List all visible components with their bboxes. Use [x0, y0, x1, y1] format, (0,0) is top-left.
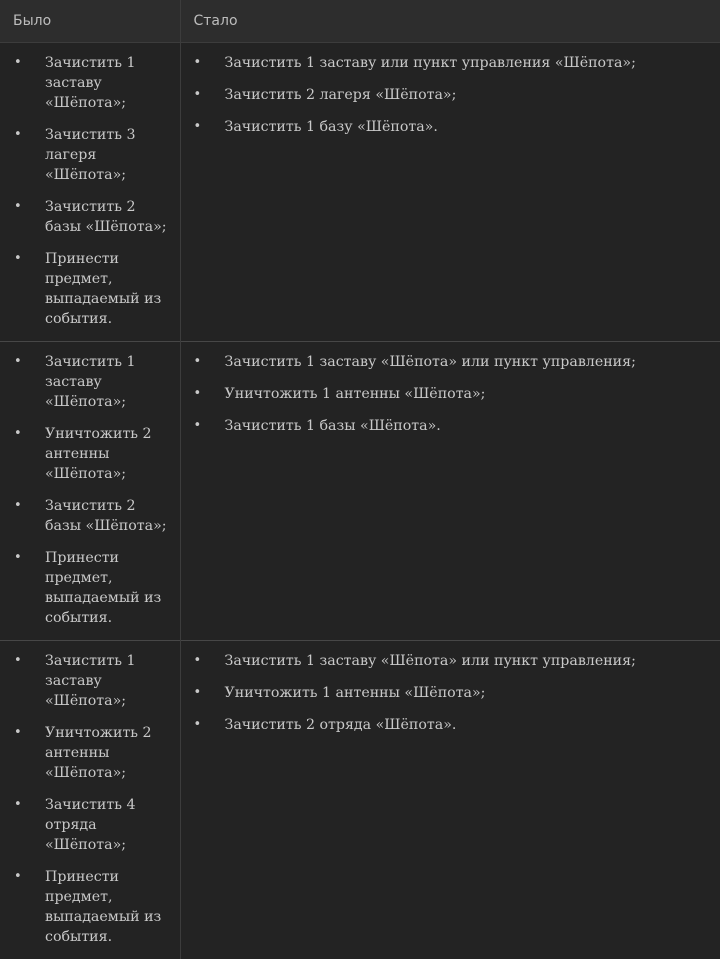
after-list: [181, 641, 720, 735]
before-cell: [0, 43, 180, 342]
list-item-text: Принести предмет, выпадаемый из события.: [45, 550, 161, 626]
list-item: [181, 85, 720, 105]
after-list: [181, 342, 720, 436]
list-item: [0, 197, 180, 237]
list-item: [0, 651, 180, 711]
before-list: [0, 342, 180, 628]
list-item-text: Зачистить 1 заставу «Шёпота»;: [45, 55, 136, 111]
list-item: [181, 117, 720, 137]
bullet-icon: •: [194, 352, 202, 372]
list-item-text: Принести предмет, выпадаемый из события.: [45, 251, 161, 327]
bullet-icon: •: [14, 424, 22, 444]
bullet-icon: •: [194, 384, 202, 404]
before-cell: [0, 342, 180, 641]
list-item-text: Зачистить 1 базу «Шёпота».: [225, 119, 438, 135]
list-item: [0, 125, 180, 185]
bullet-icon: •: [14, 249, 22, 269]
list-item: [0, 424, 180, 484]
bullet-icon: •: [14, 352, 22, 372]
list-item: [181, 683, 720, 703]
before-list: [0, 641, 180, 947]
bullet-icon: •: [194, 416, 202, 436]
list-item: [0, 548, 180, 628]
bullet-icon: •: [14, 197, 22, 217]
bullet-icon: •: [14, 723, 22, 743]
list-item-text: Зачистить 2 лагеря «Шёпота»;: [225, 87, 457, 103]
bullet-icon: •: [14, 125, 22, 145]
bullet-icon: •: [194, 683, 202, 703]
list-item-text: Уничтожить 2 антенны «Шёпота»;: [45, 426, 152, 482]
list-item-text: Зачистить 1 заставу «Шёпота» или пункт управления;: [225, 354, 636, 370]
before-list: [0, 43, 180, 329]
list-item: [0, 249, 180, 329]
list-item: [181, 53, 720, 73]
bullet-icon: •: [14, 867, 22, 887]
list-item-text: Уничтожить 2 антенны «Шёпота»;: [45, 725, 152, 781]
list-item-text: Зачистить 1 базы «Шёпота».: [225, 418, 441, 434]
list-item-text: Принести предмет, выпадаемый из события.: [45, 869, 161, 945]
bullet-icon: •: [14, 496, 22, 516]
list-item: [181, 715, 720, 735]
list-item: [181, 384, 720, 404]
table-header-row: [0, 0, 720, 43]
bullet-icon: •: [14, 795, 22, 815]
after-cell: [180, 641, 720, 959]
table-row: [0, 641, 720, 959]
bullet-icon: •: [194, 85, 202, 105]
column-header-after: Стало: [180, 0, 720, 43]
table-row: [0, 342, 720, 641]
before-cell: [0, 641, 180, 959]
bullet-icon: •: [14, 548, 22, 568]
list-item-text: Зачистить 2 базы «Шёпота»;: [45, 498, 167, 534]
list-item: [181, 352, 720, 372]
after-list: [181, 43, 720, 137]
list-item: [0, 723, 180, 783]
list-item-text: Зачистить 2 отряда «Шёпота».: [225, 717, 457, 733]
list-item-text: Зачистить 4 отряда «Шёпота»;: [45, 797, 136, 853]
list-item: [0, 795, 180, 855]
list-item: [181, 651, 720, 671]
bullet-icon: •: [14, 53, 22, 73]
list-item-text: Зачистить 2 базы «Шёпота»;: [45, 199, 167, 235]
list-item: [0, 352, 180, 412]
list-item: [181, 416, 720, 436]
table-row: [0, 43, 720, 342]
bullet-icon: •: [194, 53, 202, 73]
after-cell: [180, 342, 720, 641]
list-item-text: Зачистить 1 заставу «Шёпота»;: [45, 354, 136, 410]
bullet-icon: •: [194, 117, 202, 137]
after-cell: [180, 43, 720, 342]
bullet-icon: •: [194, 715, 202, 735]
list-item-text: Зачистить 1 заставу или пункт управления «Шёпота»;: [225, 55, 636, 71]
bullet-icon: •: [194, 651, 202, 671]
list-item-text: Зачистить 3 лагеря «Шёпота»;: [45, 127, 136, 183]
bullet-icon: •: [14, 651, 22, 671]
list-item-text: Зачистить 1 заставу «Шёпота»;: [45, 653, 136, 709]
list-item: [0, 867, 180, 947]
list-item-text: Уничтожить 1 антенны «Шёпота»;: [225, 685, 486, 701]
list-item: [0, 53, 180, 113]
list-item-text: Зачистить 1 заставу «Шёпота» или пункт управления;: [225, 653, 636, 669]
column-header-before: Было: [0, 0, 180, 43]
list-item: [0, 496, 180, 536]
list-item-text: Уничтожить 1 антенны «Шёпота»;: [225, 386, 486, 402]
